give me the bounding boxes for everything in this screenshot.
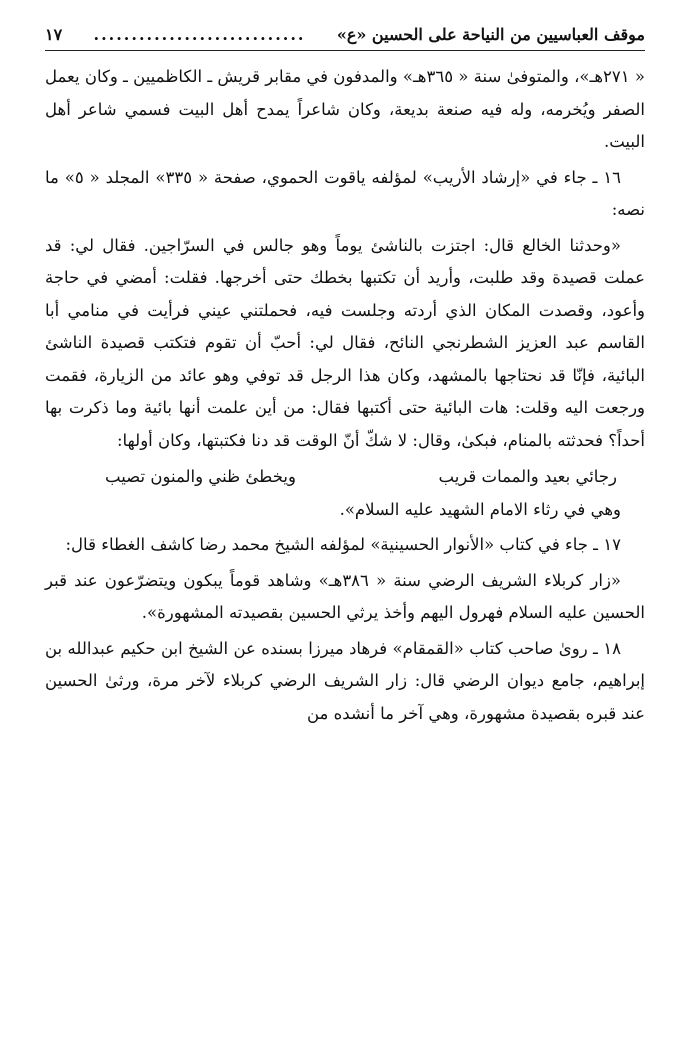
verse-hemistich-second: ويخطئ ظني والمنون تصيب <box>105 467 296 486</box>
verse-hemistich-first: رجائي بعيد والممات قريب <box>438 467 617 486</box>
paragraph-verse-note: وهي في رثاء الامام الشهيد عليه السلام». <box>339 499 621 519</box>
paragraph-item-17: ١٧ ـ جاء في كتاب «الأنوار الحسينية» لمؤلفه الشيخ محمد رضا كاشف الغطاء قال: <box>65 535 621 554</box>
running-title: موقف العباسيين من النياحة على الحسين «ع» <box>336 25 645 44</box>
paragraph-quotation-razi: «زار كربلاء الشريف الرضي سنة « ٣٨٦هـ» وشاهد قوماً يبكون ويتضرّعون عند قبر الحسين عليه السلام فهرول اليهم وأخذ يرثي الحسين بقصيدته المشهورة». <box>45 570 645 622</box>
poem-verse <box>45 461 645 494</box>
paragraph-continuation: « ٢٧١هـ»، والمتوفىٰ سنة « ٣٦٥هـ» والمدفون في مقابر قريش ـ الكاظميين ـ وكان يعمل الصفر ويُخرمه، وله فيه صنعة بديعة، وكان شاعراً يمدح أهل البيت فسمي شاعر أهل البيت. <box>45 67 645 151</box>
leader-dots: ............................ <box>93 25 306 44</box>
paragraph-item-16: ١٦ ـ جاء في «إرشاد الأريب» لمؤلفه ياقوت الحموي، صفحة « ٣٣٥» المجلد « ٥» ما نصه: <box>45 167 645 219</box>
page-number: ١٧ <box>45 25 63 44</box>
paragraph-item-18: ١٨ ـ روىٰ صاحب كتاب «القمقام» فرهاد ميرزا بسنده عن الشيخ ابن حكيم عبدالله بن إبراهيم، جامع ديوان الرضي قال: زار الشريف الرضي كربلاء لآخر مرة، ورثىٰ الحسين عند قبره بقصيدة مشهورة، وهي آخر ما أنشده من <box>45 638 645 723</box>
page-body <box>45 61 645 730</box>
running-header <box>45 22 645 51</box>
paragraph-quotation: «وحدثنا الخالع قال: اجتزت بالناشئ يوماً وهو جالس في السرّاجين. فقال لي: قد عملت قصيدة وقد طلبت، وأريد أن تكتبها بخطك حتى أخرجها. فقلت: أمضي في حاجة وأعود، وقصدت المكان الذي أردته وجلست فيه، فحملتني عيني فرأيت في منامي أبا القاسم عبد العزيز الشطرنجي النائح، فقال لي: أحبّ أن تقوم فتكتب قصيدة الناشئ البائية، فإنّا قد نحتاجها بالمشهد، وكان هذا الرجل قد توفي وهو عائد من الزيارة، فقمت ورجعت اليه وقلت: هات البائية حتى أكتبها فقال: من أين علمت أنها بائية وما ذكرت بها أحداً؟ فحدثته بالمنام، فبكىٰ، وقال: لا شكّ أنّ الوقت قد دنا فكتبتها، وكان أولها: <box>45 235 645 450</box>
book-page <box>45 22 645 730</box>
